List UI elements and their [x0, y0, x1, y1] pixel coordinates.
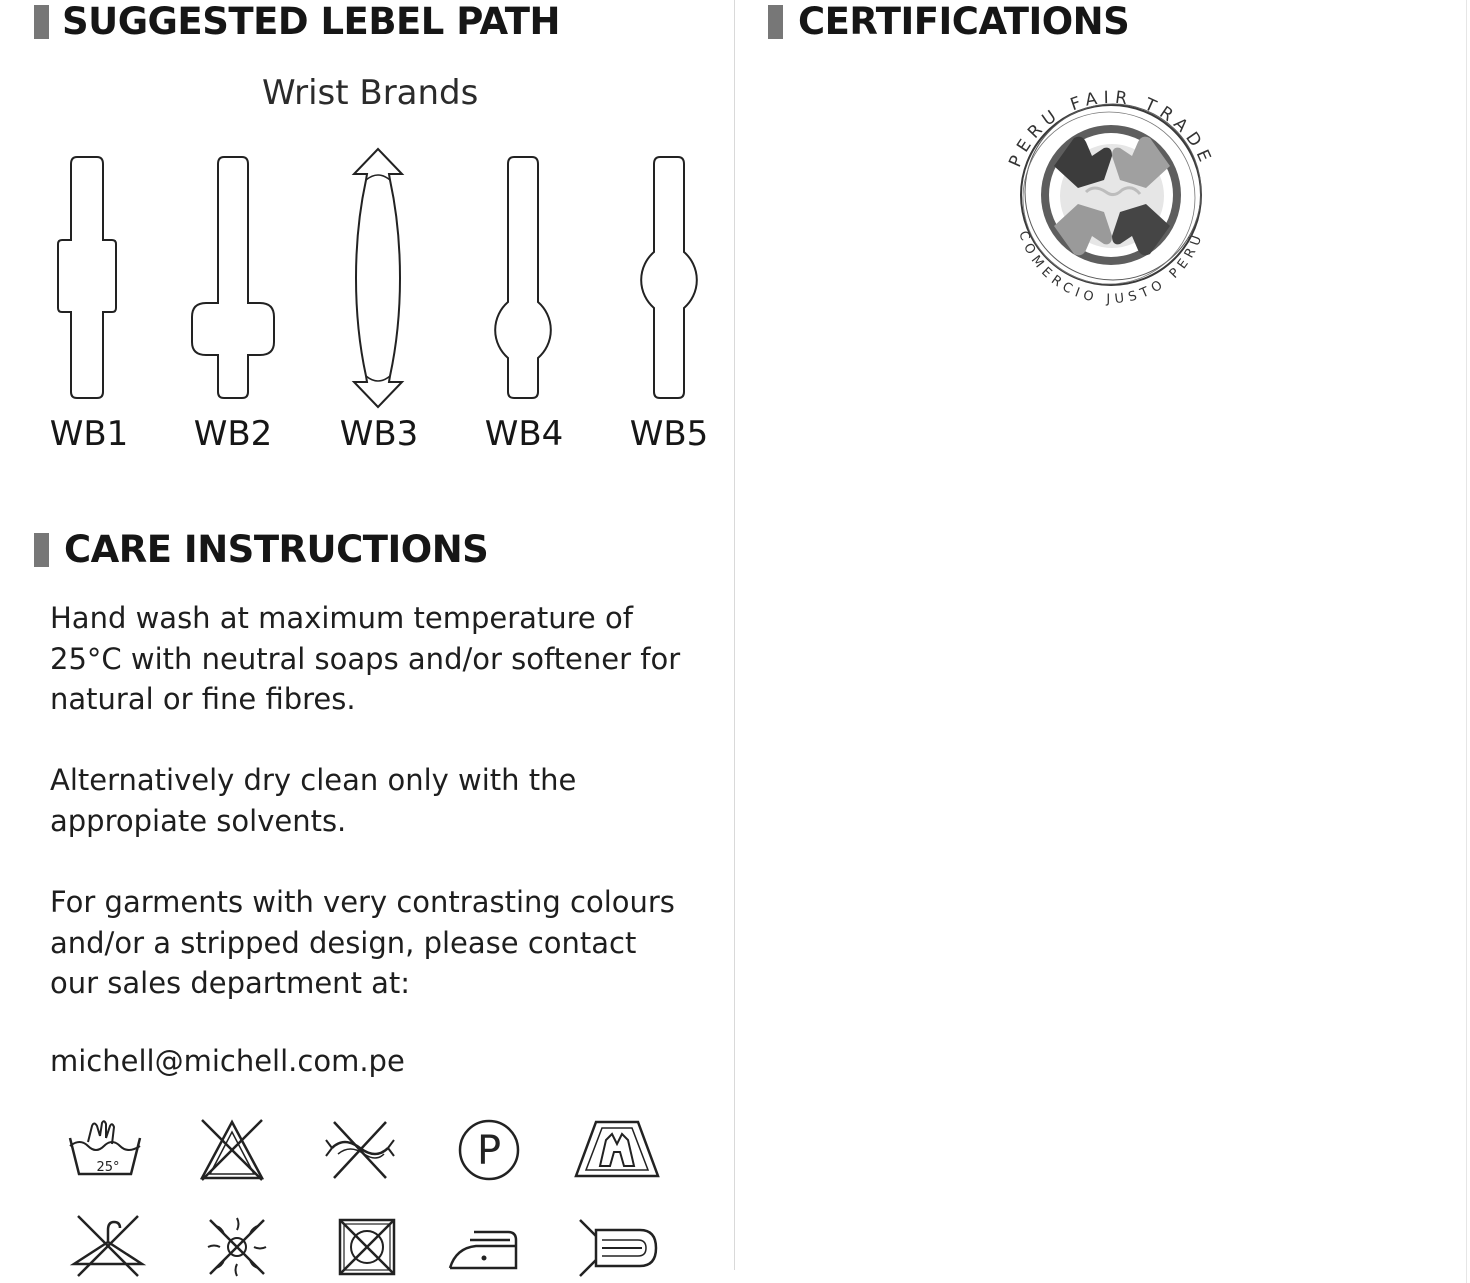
page-right-edge: [1466, 0, 1467, 1283]
do-not-tumble-dry-icon: [334, 1214, 400, 1280]
label-path-heading: SUGGESTED LEBEL PATH: [62, 0, 560, 43]
hand-wash-temperature: 25°: [96, 1160, 120, 1175]
wristband-label-wb5: WB5: [629, 414, 709, 454]
do-not-hang-icon: [66, 1212, 150, 1280]
seal-text-top: PERU FAIR TRADE: [1005, 88, 1217, 171]
hand-wash-icon: [66, 1118, 144, 1182]
wristband-shape-wb3: [336, 146, 420, 410]
heading-marker: [34, 533, 49, 567]
sales-email: michell@michell.com.pe: [50, 1044, 405, 1078]
wristband-shape-wb4: [480, 152, 570, 402]
certifications-heading: CERTIFICATIONS: [798, 0, 1130, 43]
wristband-shape-wb2: [188, 152, 278, 402]
fair-trade-peru-seal: [994, 88, 1228, 312]
wristband-label-wb3: WB3: [339, 414, 419, 454]
iron-low-icon: [446, 1226, 522, 1274]
heading-marker: [768, 5, 783, 39]
column-divider: [734, 0, 735, 1270]
wristband-label-wb2: WB2: [193, 414, 273, 454]
do-not-wring-icon: [324, 1118, 396, 1182]
care-paragraph: Hand wash at maximum temperature of 25°C with neutral soaps and/or softener for natural or fine fibres.: [50, 601, 681, 716]
wristband-shape-wb1: [50, 152, 126, 402]
do-not-bleach-icon: [198, 1116, 266, 1184]
dry-clean-p-icon: [456, 1117, 522, 1183]
care-paragraph: For garments with very contrasting colours and/or a stripped design, please contact our sales department at:: [50, 885, 675, 1000]
care-heading: CARE INSTRUCTIONS: [64, 528, 489, 571]
wristband-label-wb1: WB1: [49, 414, 129, 454]
dry-flat-icon: [572, 1118, 662, 1182]
seal-text-bottom: COMERCIO JUSTO PERÚ: [1015, 229, 1207, 308]
steam-icon: [576, 1216, 660, 1280]
wristband-label-wb4: WB4: [484, 414, 564, 454]
heading-marker: [34, 5, 49, 39]
wristband-shape-wb5: [626, 152, 716, 402]
dry-clean-letter: P: [476, 1128, 502, 1174]
label-path-subtitle: Wrist Brands: [262, 73, 479, 113]
do-not-dry-in-sun-icon: [204, 1214, 270, 1280]
care-paragraph: Alternatively dry clean only with the appropiate solvents.: [50, 763, 577, 838]
